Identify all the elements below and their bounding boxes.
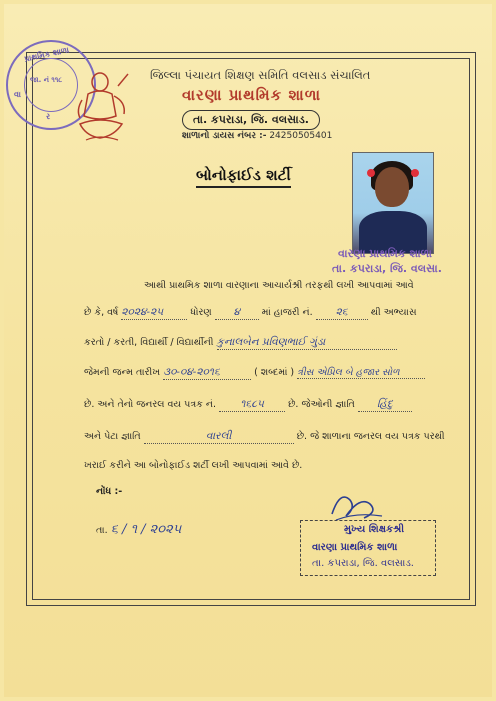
birth-date-words-value: ત્રીસ એપ્રિલ બે હજાર સોળ	[297, 367, 425, 379]
standard-value: ૪	[215, 306, 259, 320]
year-standard-line	[84, 306, 417, 320]
birth-date-value: ૩૦-૦૪-૨૦૧૬	[163, 366, 251, 380]
year-label: છે કે, વર્ષ	[84, 307, 119, 318]
student-label: કરતો / કરતી, વિદ્યાર્થી / વિદ્યાર્થીની	[84, 337, 214, 348]
dise-number: 24250505401	[269, 131, 333, 141]
subcaste-value: વારલી	[144, 430, 294, 444]
photo-ribbon-right	[411, 169, 419, 177]
issue-date-value: ૬ / ૧ / ૨૦૨૫	[110, 522, 182, 537]
seal-bottom-text: ર	[46, 112, 51, 121]
in-words-label: ( શબ્દમાં )	[254, 367, 295, 378]
seal-left-text: વા	[14, 90, 21, 99]
photo-face	[375, 167, 409, 207]
header-line-1: જિલ્લા પંચાયત શિક્ષણ સમિતિ વલસાડ સંચાલિત	[150, 68, 371, 82]
attendance-label: માં હાજરી નં.	[261, 307, 313, 318]
school-name: વારણા પ્રાથમિક શાળા	[182, 86, 322, 104]
certificate-title: બોનોફાઈડ શર્ટી	[196, 166, 291, 188]
birth-date-label: જેમની જન્મ તારીખ	[84, 367, 161, 378]
signature-school-name: વારણા પ્રાથમિક શાળા	[312, 542, 398, 553]
photo-stamp-line-1: વારણા પ્રાથમિક શાળા	[338, 247, 432, 260]
register-label: છે. અને તેનો જનરલ વય પત્રક નં.	[84, 399, 217, 410]
saraswati-emblem-icon	[74, 66, 132, 144]
study-label: થી અભ્યાસ	[370, 307, 417, 318]
register-number-value: ૧૬૮૫	[219, 398, 285, 412]
dise-number-line	[182, 131, 332, 141]
academic-year-value: ૨૦૨૪-૨૫	[121, 306, 187, 320]
date-line	[96, 522, 181, 537]
headmaster-signature	[326, 486, 386, 526]
student-photo	[352, 152, 434, 254]
photo-ribbon-left	[367, 169, 375, 177]
subcaste-line	[84, 430, 445, 444]
birth-date-line	[84, 366, 425, 380]
caste-label: છે. જેઓની જ્ઞાતિ	[288, 399, 355, 410]
seal-inner-ring	[24, 58, 78, 112]
attendance-number-value: ૨૬	[316, 306, 368, 320]
register-caste-line	[84, 398, 412, 412]
seal-top-text: પ્રાથમિક શાળા	[23, 45, 70, 64]
student-name-line	[84, 336, 397, 350]
signature-address: તા. કપરાડા, જિ. વલસાડ.	[312, 558, 414, 569]
date-label: તા.	[96, 525, 108, 536]
headmaster-title: મુખ્ય શિક્ષકશ્રી	[344, 524, 405, 535]
student-name-value: કુનાલબેન પ્રવિણભાઈ ગુંડા	[217, 336, 397, 350]
seal-number: જા. નં ૧૧૮	[30, 76, 63, 84]
note-label: નોંધ :-	[96, 486, 123, 497]
standard-label: ધોરણ	[190, 307, 212, 318]
school-address: તા. કપરાડા, જિ. વલસાડ.	[182, 110, 320, 130]
photo-stamp-line-2: તા. કપરાડા, જિ. વલસા.	[332, 262, 442, 275]
dise-label: શાળાનો ડાયસ નંબર :-	[182, 131, 267, 141]
register-source-text: છે. જે શાળાના જનરલ વય પત્રક પરથી	[296, 431, 445, 442]
verification-line: ખરાઈ કરીને આ બોનોફાઈડ શર્ટી લખી આપવામાં આવે છે.	[84, 460, 303, 471]
intro-line: આથી પ્રાથમિક શાળા વારણાના આચાર્યશ્રી તરફથી લખી આપવામાં આવે	[144, 280, 414, 291]
subcaste-label: અને પેટા જ્ઞાતિ	[84, 431, 141, 442]
caste-value: હિંદુ	[358, 398, 412, 412]
